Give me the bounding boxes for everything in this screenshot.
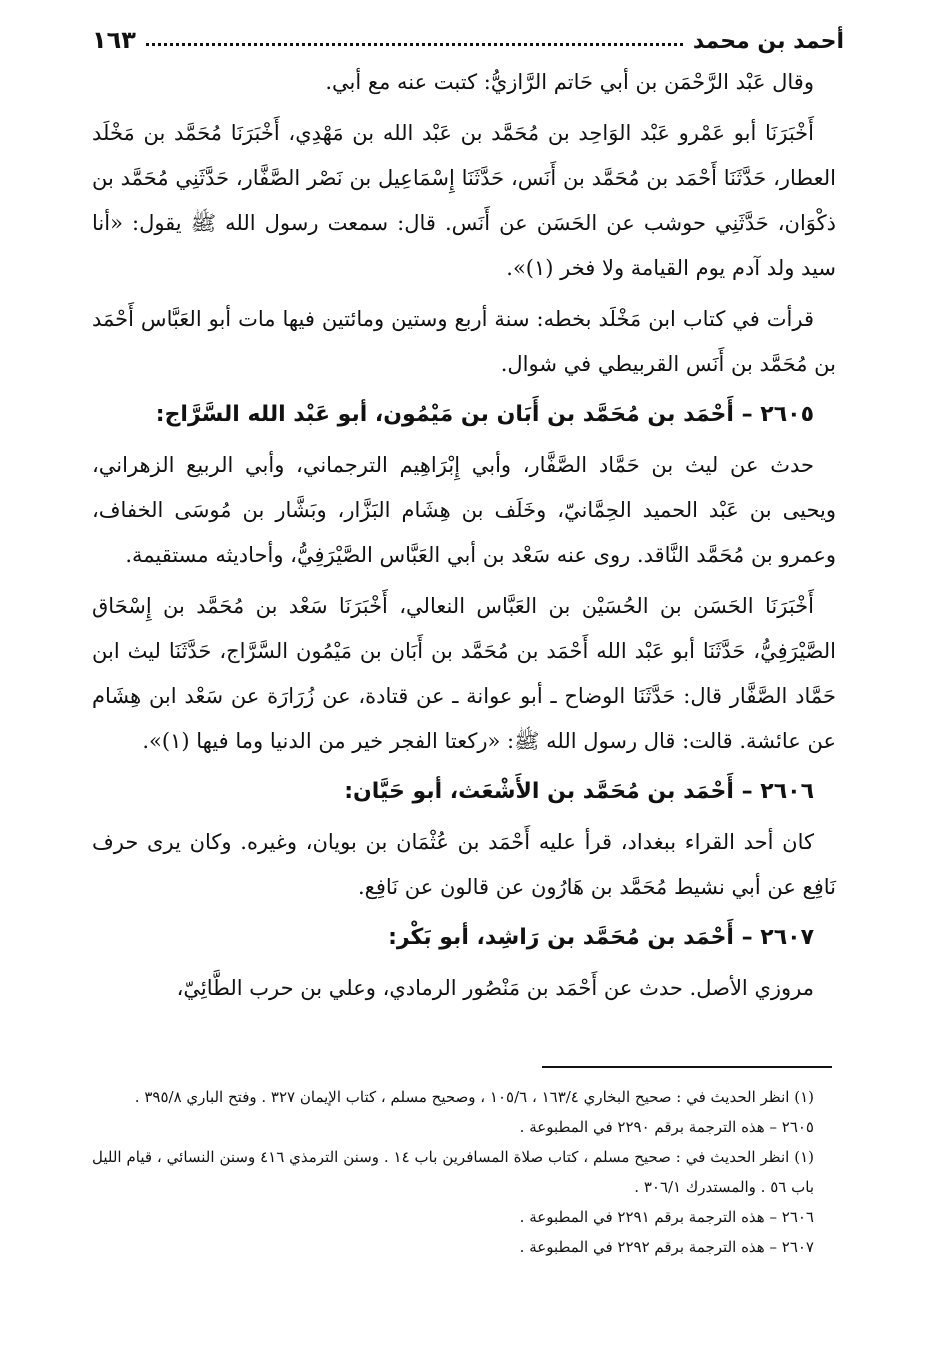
paragraph: أَخْبَرَنَا الحَسَن بن الحُسَيْن بن العَبَّاس النعالي، أَخْبَرَنَا سَعْد بن مُحَمَّد بن إِسْحَاق الصَّيْرَفِيُّ، حَدَّثَنَا أبو عَبْد الله أَحْمَد بن مُحَمَّد بن أَبَان بن مَيْمُون السَّرَّاج، حَدَّثَنَا ليث ابن حَمَّاد الصَّفَّار قال: حَدَّثَنَا الوضاح ـ أبو عوانة ـ عن قتادة، عن زُرَارَة عن سَعْد ابن هِشَام عن عائشة. قالت: قال رسول الله ﷺ: «ركعتا الفجر خير من الدنيا وما فيها (١)». [92, 594, 836, 753]
paragraph: أَخْبَرَنَا أبو عَمْرو عَبْد الوَاحِد بن مُحَمَّد بن عَبْد الله بن مَهْدِي، أَخْبَرَنَا مُحَمَّد بن مَخْلَد العطار، حَدَّثَنَا أَحْمَد بن مُحَمَّد بن أَنَس، حَدَّثَنَا إِسْمَاعِيل بن نَصْر الصَّفَّار، حَدَّثَنِي مُحَمَّد بن ذكْوَان، حَدَّثَنِي حوشب عن الحَسَن عن أَنَس. قال: سمعت رسول الله ﷺ يقول: «أنا سيد ولد آدم يوم القيامة ولا فخر (١)». [92, 121, 836, 280]
entry-heading-2605: ٢٦٠٥ – أَحْمَد بن مُحَمَّد بن أَبَان بن مَيْمُون، أبو عَبْد الله السَّرَّاج: [155, 402, 814, 427]
paragraph: حدث عن ليث بن حَمَّاد الصَّفَّار، وأبي إِبْرَاهِيم الترجماني، وأبي الربيع الزهراني، ويحيى بن عَبْد الحميد الحِمَّانيّ، وخَلَف بن هِشَام البَزَّار، وبَشَّار بن مُوسَى الخفاف، وعمرو بن مُحَمَّد النَّاقد. روى عنه سَعْد بن أبي العَبَّاس الصَّيْرَفِيُّ، وأحاديثه مستقيمة. [92, 453, 836, 567]
page-number: ١٦٣ [92, 26, 136, 54]
entry-heading-2607: ٢٦٠٧ – أَحْمَد بن مُحَمَّد بن رَاشِد، أبو بَكْر: [388, 925, 814, 950]
running-header-title: أحمد بن محمد [692, 29, 844, 54]
footnote: (١) انظر الحديث في : صحيح البخاري ١٦٣/٤ ، ١٠٥/٦ ، وصحيح مسلم ، كتاب الإيمان ٣٢٧ . وفتح الباري ٣٩٥/٨ . [134, 1088, 814, 1106]
footnotes [92, 1082, 832, 1262]
running-header [92, 18, 844, 54]
paragraph: مروزي الأصل. حدث عن أَحْمَد بن مَنْصُور الرمادي، وعلي بن حرب الطَّائِيّ، [176, 976, 814, 1000]
main-text [92, 60, 836, 1017]
paragraph: قرأت في كتاب ابن مَخْلَد بخطه: سنة أربع وستين ومائتين فيها مات أبو العَبَّاس أَحْمَد بن مُحَمَّد بن أَنَس القربيطي في شوال. [92, 307, 836, 376]
footnote-separator [542, 1066, 832, 1068]
entry-heading-2606: ٢٦٠٦ – أَحْمَد بن مُحَمَّد بن الأَشْعَث، أبو حَيَّان: [344, 779, 814, 804]
footnote: ٢٦٠٦ – هذه الترجمة برقم ٢٢٩١ في المطبوعة . [519, 1208, 814, 1226]
paragraph: وقال عَبْد الرَّحْمَن بن أبي حَاتم الرَّازيُّ: كتبت عنه مع أبي. [325, 70, 814, 94]
footnote: (١) انظر الحديث في : صحيح مسلم ، كتاب صلاة المسافرين باب ١٤ . وسنن الترمذي ٤١٦ وسنن النسائي ، قيام الليل باب ٥٦ . والمستدرك ٣٠٦/١ . [92, 1148, 814, 1196]
dotted-leader [146, 43, 683, 46]
paragraph: كان أحد القراء ببغداد، قرأ عليه أَحْمَد بن عُثْمَان بن بويان، وغيره. وكان يرى حرف نَافِع عن أبي نشيط مُحَمَّد بن هَارُون عن قالون عن نَافِع. [92, 830, 836, 899]
footnote: ٢٦٠٥ – هذه الترجمة برقم ٢٢٩٠ في المطبوعة . [519, 1118, 814, 1136]
footnote: ٢٦٠٧ – هذه الترجمة برقم ٢٢٩٢ في المطبوعة . [519, 1238, 814, 1256]
